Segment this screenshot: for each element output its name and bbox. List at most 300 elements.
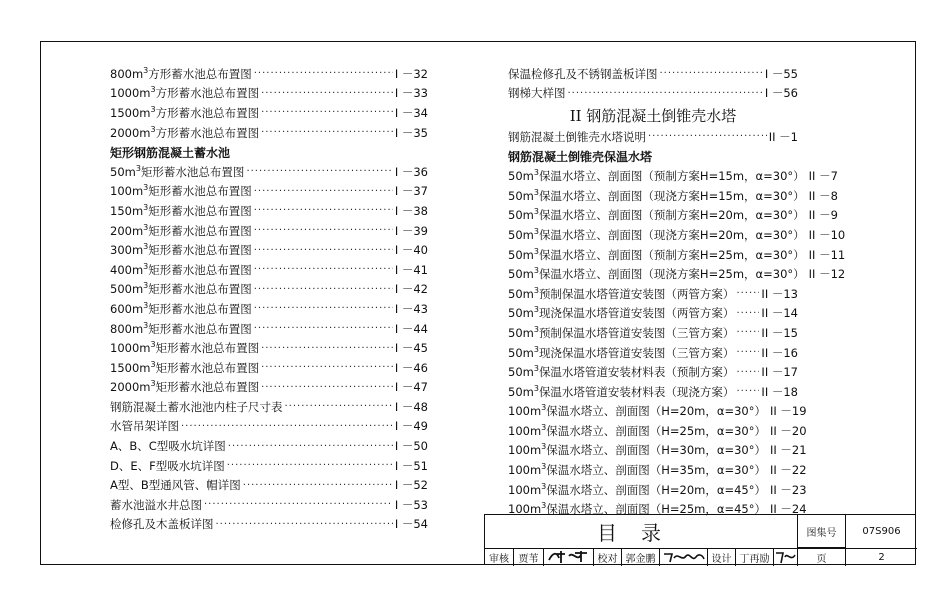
entry-text: 保温水塔管道安装材料表（预制方案） <box>538 365 735 380</box>
leader-dots <box>261 127 393 138</box>
entry-text: 保温水塔立、剖面图（H=20m，α=30°） <box>546 404 766 419</box>
entry-text: 检修孔及木盖板详图 <box>110 517 214 532</box>
entry-text: 方形蓄水池总布置图 <box>148 66 252 81</box>
heading-text: 钢筋混凝土倒锥壳保温水塔 <box>508 150 653 165</box>
entry-title <box>508 168 805 184</box>
leader-dots <box>568 88 763 99</box>
entry-sheet-code: I －56 <box>764 86 798 101</box>
toc-entry <box>508 225 846 245</box>
leader-dots <box>261 362 393 373</box>
entry-volume-exponent: 3 <box>143 183 149 193</box>
entry-sheet-code: II －22 <box>769 463 807 478</box>
entry-sheet-code: II －10 <box>808 227 846 242</box>
entry-sheet-code: I －32 <box>394 66 428 81</box>
entry-sheet-code: II －17 <box>761 365 798 380</box>
entry-title <box>110 164 244 180</box>
toc-entry <box>508 362 798 382</box>
entry-volume: 50m <box>508 306 534 321</box>
entry-title <box>508 442 766 458</box>
entry-volume: 200m <box>110 223 144 238</box>
entry-sheet-code: II －8 <box>808 188 838 203</box>
entry-sheet-code: II －15 <box>761 325 798 340</box>
entry-volume: 2000m <box>110 125 151 140</box>
entry-title <box>508 247 805 263</box>
entry-title <box>508 384 734 400</box>
entry-volume-exponent: 3 <box>150 359 156 369</box>
leader-dots <box>736 308 759 319</box>
leader-dots <box>246 166 392 177</box>
leader-dots <box>254 225 393 236</box>
leader-dots <box>254 245 393 256</box>
entry-title <box>110 516 214 532</box>
entry-title <box>110 262 252 278</box>
entry-title <box>110 66 252 82</box>
toc-left-column <box>110 64 428 534</box>
leader-dots <box>254 264 393 275</box>
entry-title <box>110 458 225 474</box>
leader-dots <box>285 401 393 412</box>
entry-volume-exponent: 3 <box>533 207 539 217</box>
entry-volume: 800m <box>110 321 144 336</box>
toc-entry <box>110 358 428 378</box>
entry-title <box>508 188 805 204</box>
entry-title <box>508 403 766 419</box>
entry-title <box>508 305 734 321</box>
entry-volume: 150m <box>110 203 144 218</box>
entry-volume-exponent: 3 <box>533 266 539 276</box>
entry-title <box>508 462 766 478</box>
entry-title <box>110 477 241 493</box>
toc-entry <box>508 480 807 500</box>
toc-entry <box>110 475 428 495</box>
entry-text: 保温水塔立、剖面图（H=25m，α=45°） <box>546 502 766 517</box>
entry-sheet-code: I －43 <box>394 301 428 316</box>
entry-volume: 50m <box>508 267 534 282</box>
leader-dots <box>254 303 393 314</box>
design-name: 丁再励 <box>735 548 773 566</box>
entry-title <box>508 266 805 282</box>
leader-dots <box>216 519 393 530</box>
entry-volume-exponent: 3 <box>150 379 156 389</box>
leader-dots <box>243 480 393 491</box>
entry-sheet-code: I －41 <box>394 262 428 277</box>
entry-title <box>508 227 805 243</box>
entry-text: 矩形蓄水池总布置图 <box>140 164 245 179</box>
entry-sheet-code: I －44 <box>394 321 428 336</box>
toc-entry <box>110 84 428 104</box>
design-label: 设计 <box>707 548 735 566</box>
leader-dots <box>254 186 393 197</box>
entry-text: 钢梯大样图 <box>508 86 566 101</box>
entry-sheet-code: II －18 <box>761 384 798 399</box>
toc-entry <box>508 460 807 480</box>
entry-volume-exponent: 3 <box>533 187 539 197</box>
toc-entry <box>110 299 428 319</box>
entry-volume-exponent: 3 <box>541 481 547 491</box>
leader-dots <box>736 386 759 397</box>
entry-title <box>110 183 252 199</box>
toc-entry <box>508 323 798 343</box>
review-signature-image <box>547 550 591 564</box>
entry-sheet-code: I －50 <box>394 439 428 454</box>
entry-text: A型、B型通风管、帽详图 <box>110 478 241 493</box>
entry-volume-exponent: 3 <box>533 246 539 256</box>
entry-volume-exponent: 3 <box>533 168 539 178</box>
entry-title <box>110 223 252 239</box>
entry-sheet-code: II －12 <box>808 267 846 282</box>
toc-entry <box>110 221 428 241</box>
entry-volume: 1500m <box>110 105 151 120</box>
entry-volume-exponent: 3 <box>541 403 547 413</box>
entry-volume: 100m <box>110 184 144 199</box>
entry-sheet-code: I －51 <box>394 458 428 473</box>
entry-text: 预制保温水塔管道安装图（三管方案） <box>538 325 735 340</box>
entry-volume-exponent: 3 <box>533 364 539 374</box>
entry-sheet-code: I －39 <box>394 223 428 238</box>
page-label: 页 <box>797 548 845 566</box>
entry-text: 矩形蓄水池总布置图 <box>155 360 260 375</box>
entry-text: 保温水塔管道安装材料表（现浇方案） <box>538 384 735 399</box>
page-number: 2 <box>845 548 917 566</box>
leader-dots <box>254 205 393 216</box>
section-heading <box>508 103 798 127</box>
entry-volume: 1000m <box>110 341 151 356</box>
toc-entry <box>508 343 798 363</box>
entry-text: 方形蓄水池总布置图 <box>155 86 260 101</box>
entry-title <box>508 286 734 302</box>
toc-entry <box>508 421 807 441</box>
entry-volume-exponent: 3 <box>541 423 547 433</box>
leader-dots <box>228 441 393 452</box>
title-block <box>484 514 916 565</box>
toc-entry <box>110 515 428 535</box>
entry-sheet-code: I －54 <box>394 517 428 532</box>
entry-title <box>110 85 259 101</box>
entry-volume-exponent: 3 <box>533 305 539 315</box>
entry-sheet-code: I －33 <box>394 86 428 101</box>
toc-entry <box>508 382 798 402</box>
entry-volume: 800m <box>110 66 144 81</box>
entry-text: 预制保温水塔管道安装图（两管方案） <box>538 286 735 301</box>
toc-entry <box>508 127 798 147</box>
entry-text: 保温水塔立、剖面图（现浇方案H=20m，α=30°） <box>538 227 805 242</box>
entry-title <box>110 399 283 415</box>
entry-sheet-code: II －1 <box>768 129 798 144</box>
entry-volume: 300m <box>110 243 144 258</box>
heading-text: II 钢筋混凝土倒锥壳水塔 <box>569 106 737 125</box>
entry-volume-exponent: 3 <box>135 163 141 173</box>
toc-entry <box>508 402 807 422</box>
leader-dots <box>254 284 393 295</box>
entry-text: 保温水塔立、剖面图（现浇方案H=15m，α=30°） <box>538 188 805 203</box>
entry-text: 矩形蓄水池总布置图 <box>148 262 252 277</box>
entry-volume-exponent: 3 <box>541 462 547 472</box>
design-signature-image <box>775 550 797 564</box>
entry-volume: 100m <box>508 463 542 478</box>
entry-text: 保温检修孔及不锈钢盖板详图 <box>508 66 658 81</box>
entry-volume-exponent: 3 <box>150 124 156 134</box>
entry-title <box>110 105 259 121</box>
toc-entry <box>508 441 807 461</box>
toc-entry <box>508 284 798 304</box>
entry-volume-exponent: 3 <box>533 227 539 237</box>
entry-title <box>508 345 734 361</box>
leader-dots <box>736 367 759 378</box>
check-signature-image <box>662 550 706 564</box>
entry-text: 保温水塔立、剖面图（现浇方案H=25m，α=30°） <box>538 267 805 282</box>
entry-text: 矩形蓄水池总布置图 <box>148 223 252 238</box>
toc-right-column <box>508 64 846 519</box>
entry-title <box>508 207 805 223</box>
toc-entry <box>508 64 798 84</box>
leader-dots <box>736 288 759 299</box>
atlas-label: 图集号 <box>797 515 845 548</box>
entry-volume: 1000m <box>110 86 151 101</box>
entry-title <box>508 325 734 341</box>
entry-sheet-code: II －20 <box>769 423 807 438</box>
title-block-title: 目录 <box>597 521 685 545</box>
entry-title <box>110 301 252 317</box>
entry-sheet-code: I －36 <box>394 164 428 179</box>
entry-volume: 50m <box>508 169 534 184</box>
toc-entry <box>110 319 428 339</box>
entry-title <box>508 423 766 439</box>
entry-text: 蓄水池溢水井总图 <box>110 497 202 512</box>
toc-entry <box>508 264 846 284</box>
entry-title <box>110 360 259 376</box>
entry-volume-exponent: 3 <box>143 242 149 252</box>
entry-volume: 50m <box>508 227 534 242</box>
entry-text: 矩形蓄水池总布置图 <box>148 243 252 258</box>
entry-volume-exponent: 3 <box>541 442 547 452</box>
toc-entry <box>110 397 428 417</box>
entry-volume: 50m <box>508 247 534 262</box>
entry-volume: 2000m <box>110 380 151 395</box>
entry-text: 保温水塔立、剖面图（预制方案H=15m，α=30°） <box>538 169 805 184</box>
entry-volume: 100m <box>508 443 542 458</box>
entry-title <box>110 418 179 434</box>
entry-title <box>110 321 252 337</box>
entry-sheet-code: II －11 <box>808 247 846 262</box>
entry-volume: 50m <box>110 164 136 179</box>
entry-text: 矩形蓄水池总布置图 <box>148 203 252 218</box>
entry-text: 保温水塔立、剖面图（预制方案H=20m，α=30°） <box>538 208 805 223</box>
review-name: 贾苇 <box>513 548 543 566</box>
entry-text: 保温水塔立、剖面图（H=20m，α=45°） <box>546 482 766 497</box>
toc-entry <box>508 245 846 265</box>
toc-entry <box>110 280 428 300</box>
toc-entry <box>110 436 428 456</box>
entry-text: 方形蓄水池总布置图 <box>155 105 260 120</box>
subsection-heading <box>110 142 428 162</box>
entry-text: 矩形蓄水池总布置图 <box>148 321 252 336</box>
entry-text: 矩形蓄水池总布置图 <box>148 184 252 199</box>
toc-entry <box>110 103 428 123</box>
entry-title <box>110 125 259 141</box>
entry-text: 矩形蓄水池总布置图 <box>148 282 252 297</box>
entry-title <box>110 379 259 395</box>
entry-volume-exponent: 3 <box>143 65 149 75</box>
entry-volume-exponent: 3 <box>541 501 547 511</box>
entry-sheet-code: I －52 <box>394 478 428 493</box>
entry-volume: 500m <box>110 282 144 297</box>
toc-entry <box>110 123 428 143</box>
entry-sheet-code: II －21 <box>769 443 807 458</box>
entry-volume-exponent: 3 <box>533 285 539 295</box>
entry-volume: 50m <box>508 325 534 340</box>
entry-text: 水管吊架详图 <box>110 419 179 434</box>
leader-dots <box>648 131 767 142</box>
entry-sheet-code: II －23 <box>769 482 807 497</box>
entry-title <box>508 482 766 498</box>
entry-sheet-code: I －46 <box>394 360 428 375</box>
entry-volume-exponent: 3 <box>150 85 156 95</box>
entry-volume-exponent: 3 <box>143 301 149 311</box>
toc-entry <box>110 456 428 476</box>
atlas-number: 07S906 <box>845 515 917 548</box>
entry-title <box>110 281 252 297</box>
entry-sheet-code: II －7 <box>808 169 838 184</box>
toc-entry <box>508 186 838 206</box>
entry-volume: 50m <box>508 345 534 360</box>
toc-entry <box>110 495 428 515</box>
entry-volume: 400m <box>110 262 144 277</box>
entry-volume: 50m <box>508 384 534 399</box>
entry-sheet-code: I －55 <box>764 66 798 81</box>
entry-sheet-code: II －24 <box>769 502 807 517</box>
entry-volume-exponent: 3 <box>143 261 149 271</box>
entry-title <box>508 85 566 101</box>
entry-title <box>110 242 252 258</box>
toc-entry <box>110 240 428 260</box>
entry-title <box>110 340 259 356</box>
entry-text: 保温水塔立、剖面图（H=30m，α=30°） <box>546 443 766 458</box>
leader-dots <box>736 327 759 338</box>
check-label: 校对 <box>593 548 621 566</box>
entry-sheet-code: I －45 <box>394 341 428 356</box>
entry-volume: 50m <box>508 188 534 203</box>
entry-volume: 100m <box>508 423 542 438</box>
entry-volume-exponent: 3 <box>533 325 539 335</box>
entry-sheet-code: I －34 <box>394 105 428 120</box>
entry-title <box>508 129 646 145</box>
leader-dots <box>261 343 393 354</box>
leader-dots <box>254 323 393 334</box>
entry-text: 矩形蓄水池总布置图 <box>148 301 252 316</box>
check-signature <box>659 548 707 566</box>
entry-text: 保温水塔立、剖面图（预制方案H=25m，α=30°） <box>538 247 805 262</box>
review-label: 审核 <box>489 553 509 565</box>
entry-sheet-code: I －53 <box>394 497 428 512</box>
entry-sheet-code: I －38 <box>394 203 428 218</box>
entry-volume-exponent: 3 <box>533 344 539 354</box>
entry-title <box>110 203 252 219</box>
leader-dots <box>261 382 393 393</box>
entry-title <box>508 66 658 82</box>
entry-title <box>110 438 226 454</box>
entry-volume: 100m <box>508 502 542 517</box>
leader-dots <box>254 68 393 79</box>
toc-entry <box>508 304 798 324</box>
entry-text: 现浇保温水塔管道安装图（三管方案） <box>538 345 735 360</box>
entry-sheet-code: I －35 <box>394 125 428 140</box>
heading-text: 矩形钢筋混凝土蓄水池 <box>110 145 231 160</box>
entry-text: 方形蓄水池总布置图 <box>155 125 260 140</box>
entry-text: 矩形蓄水池总布置图 <box>155 380 260 395</box>
leader-dots <box>261 107 393 118</box>
review-signature <box>543 548 593 566</box>
toc-entry <box>110 338 428 358</box>
leader-dots <box>261 88 393 99</box>
entry-sheet-code: I －49 <box>394 419 428 434</box>
leader-dots <box>204 499 393 510</box>
toc-entry <box>110 260 428 280</box>
toc-entry <box>110 162 428 182</box>
entry-volume: 50m <box>508 208 534 223</box>
entry-text: 钢筋混凝土倒锥壳水塔说明 <box>508 129 646 144</box>
entry-text: 钢筋混凝土蓄水池池内柱子尺寸表 <box>110 399 283 414</box>
leader-dots <box>660 68 763 79</box>
toc-entry <box>508 166 838 186</box>
entry-text: A、B、C型吸水坑详图 <box>110 439 226 454</box>
design-signature <box>773 548 797 566</box>
entry-volume-exponent: 3 <box>533 383 539 393</box>
entry-sheet-code: II －13 <box>761 286 798 301</box>
entry-volume-exponent: 3 <box>143 203 149 213</box>
entry-sheet-code: I －37 <box>394 184 428 199</box>
entry-text: 现浇保温水塔管道安装图（两管方案） <box>538 306 735 321</box>
entry-text: 矩形蓄水池总布置图 <box>155 341 260 356</box>
entry-volume-exponent: 3 <box>143 222 149 232</box>
toc-entry <box>110 64 428 84</box>
entry-sheet-code: II －16 <box>761 345 798 360</box>
toc-entry <box>508 206 838 226</box>
entry-volume: 50m <box>508 365 534 380</box>
entry-volume-exponent: 3 <box>150 340 156 350</box>
entry-volume: 50m <box>508 286 534 301</box>
toc-entry <box>110 378 428 398</box>
entry-sheet-code: II －19 <box>769 404 807 419</box>
entry-sheet-code: I －47 <box>394 380 428 395</box>
toc-entry <box>508 84 798 104</box>
entry-volume-exponent: 3 <box>150 105 156 115</box>
entry-text: 保温水塔立、剖面图（H=35m，α=30°） <box>546 463 766 478</box>
entry-sheet-code: I －42 <box>394 282 428 297</box>
entry-sheet-code: II －14 <box>761 306 798 321</box>
entry-volume: 600m <box>110 301 144 316</box>
entry-volume-exponent: 3 <box>143 320 149 330</box>
entry-title <box>508 364 734 380</box>
entry-sheet-code: I －48 <box>394 399 428 414</box>
subsection-heading <box>508 147 798 167</box>
entry-volume: 1500m <box>110 360 151 375</box>
entry-sheet-code: II －9 <box>808 208 838 223</box>
entry-volume: 100m <box>508 482 542 497</box>
leader-dots <box>181 421 393 432</box>
entry-text: D、E、F型吸水坑详图 <box>110 458 225 473</box>
toc-entry <box>110 417 428 437</box>
leader-dots <box>227 460 393 471</box>
entry-sheet-code: I －40 <box>394 243 428 258</box>
entry-volume-exponent: 3 <box>143 281 149 291</box>
entry-volume: 100m <box>508 404 542 419</box>
entry-text: 保温水塔立、剖面图（H=25m，α=30°） <box>546 423 766 438</box>
toc-entry <box>110 182 428 202</box>
leader-dots <box>736 347 759 358</box>
toc-entry <box>110 201 428 221</box>
entry-title <box>110 497 202 513</box>
check-name: 郭金鹏 <box>621 548 659 566</box>
